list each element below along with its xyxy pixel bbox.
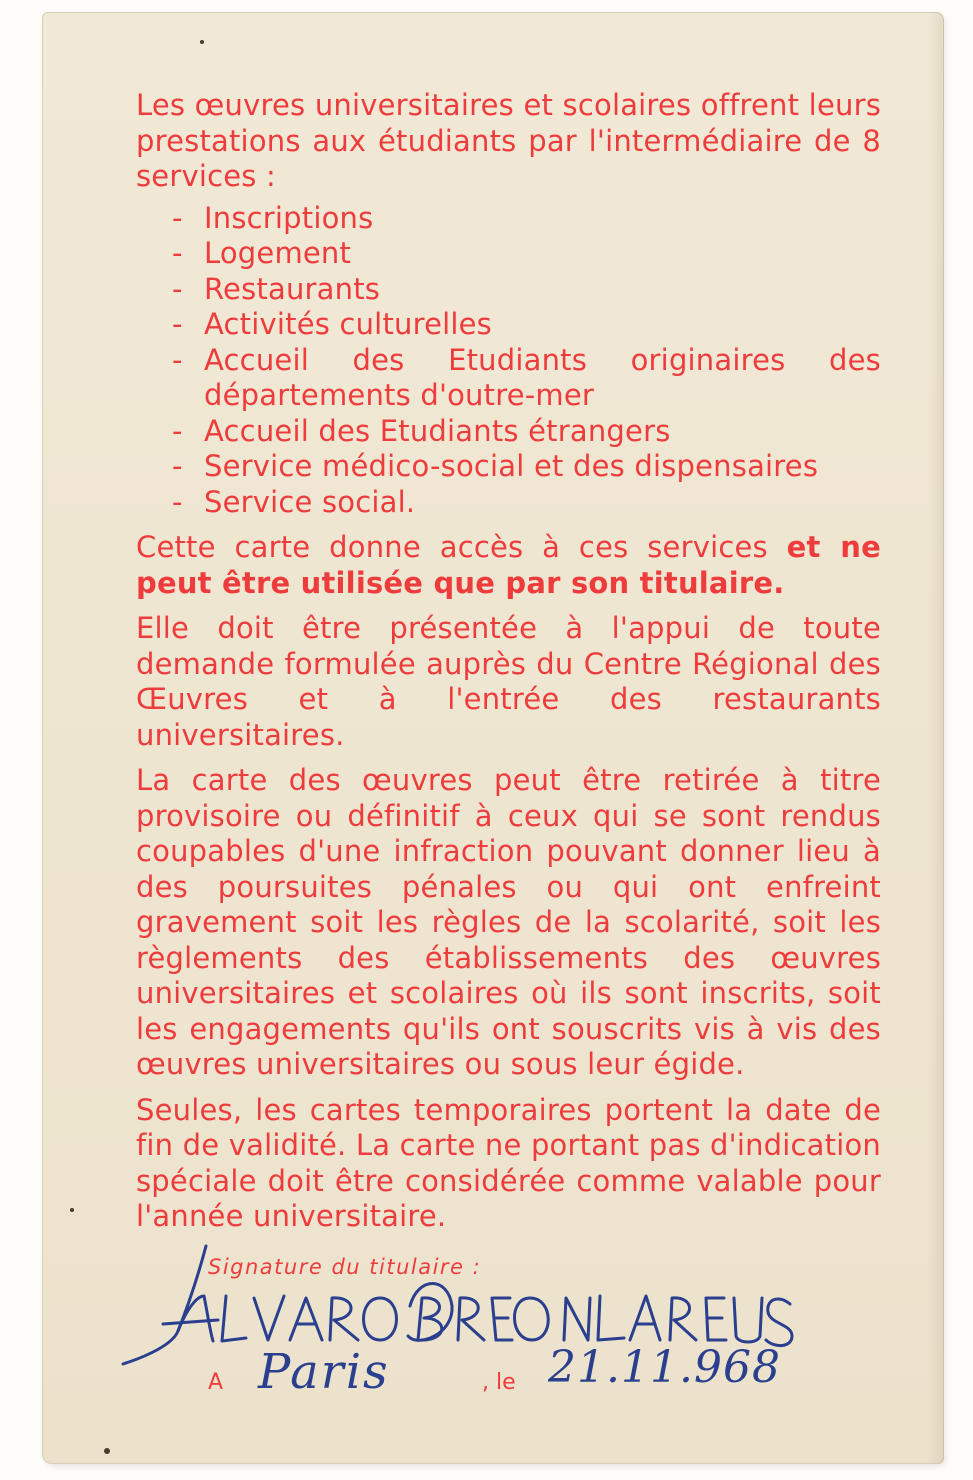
paper-speck: [200, 40, 204, 44]
date-handwritten: 21.11.968: [548, 1342, 781, 1393]
card-text: [136, 88, 881, 1235]
date-label: , le: [482, 1370, 516, 1395]
service-item: - Accueil des Etudiants étrangers: [172, 413, 671, 448]
paper-speck: [104, 1448, 110, 1454]
service-item: - Service social.: [172, 484, 416, 519]
access-paragraph: [136, 530, 881, 601]
presentation-paragraph: Elle doit être présentée à l'appui de toute demande formulée auprès du Centre Régional des Œuvres et à l'entrée des restaurants universitaires.: [136, 611, 881, 752]
validity-paragraph: Seules, les cartes temporaires portent la date de fin de validité. La carte ne portant pas d'indication spéciale doit être considérée comme valable pour l'année universitaire.: [136, 1092, 881, 1233]
access-restriction: et ne peut être utilisée que par son titulaire.: [136, 530, 882, 600]
withdrawal-paragraph: La carte des œuvres peut être retirée à titre provisoire ou définitif à ceux qui se sont rendus coupables d'une infraction pouvant donner lieu à des poursuites pénales ou qui ont enfreint gravement soit les règles de la scolarité, soit les règlements des établissements des œuvres universitaires et scolaires où ils sont inscrits, soit les engagements qu'ils ont souscrits vis à vis des œuvres universitaires ou sous leur égide.: [136, 763, 881, 1081]
service-item: - Service médico-social et des dispensaires: [172, 449, 819, 483]
service-item: - Activités culturelles: [172, 307, 492, 341]
access-text: Cette carte donne accès à ces services: [136, 530, 768, 564]
service-item: - Restaurants: [172, 271, 381, 306]
service-item: - Inscriptions: [172, 200, 374, 235]
signature-label: Signature du titulaire :: [208, 1255, 482, 1279]
place-label: A: [208, 1370, 224, 1395]
services-list: [172, 201, 881, 521]
service-item: - Accueil des Etudiants originaires des départements d'outre-mer: [172, 342, 881, 412]
place-handwritten: Paris: [258, 1344, 390, 1400]
intro-paragraph: Les œuvres universitaires et scolaires offrent leurs prestations aux étudiants par l'intermédiaire de 8 services :: [136, 88, 881, 193]
paper-speck: [70, 1208, 74, 1212]
service-item: - Logement: [172, 236, 352, 270]
